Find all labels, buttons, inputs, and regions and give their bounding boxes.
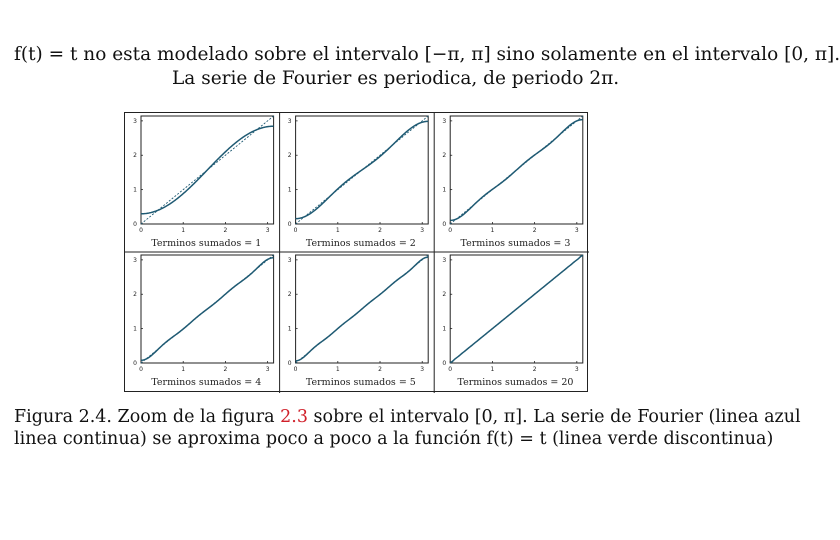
x-tick-label: 1 — [181, 227, 186, 234]
y-tick-label: 2 — [133, 291, 137, 299]
x-tick-label: 0 — [139, 366, 143, 373]
figure-reference-link[interactable]: 2.3 — [280, 407, 308, 427]
caption-line-2: linea continua) se aproxima poco a poco a la función f(t) = t (linea verde discontinua) — [14, 429, 774, 449]
y-tick-label: 3 — [133, 256, 137, 264]
fourier-series-line — [296, 121, 429, 218]
fourier-series-line — [296, 257, 429, 361]
y-tick-label: 1 — [442, 186, 447, 194]
x-tick-label: 0 — [293, 227, 298, 234]
x-tick-label: 3 — [265, 366, 270, 373]
figure-panel — [124, 112, 588, 392]
y-tick-label: 2 — [442, 291, 447, 299]
fourier-series-line — [450, 256, 583, 363]
x-tick-label: 0 — [448, 366, 453, 373]
x-tick-label: 3 — [420, 366, 425, 373]
x-tick-label: 0 — [139, 227, 143, 234]
y-tick-label: 0 — [442, 360, 447, 367]
y-tick-label: 0 — [287, 221, 292, 228]
intro-line-1: f(t) = t no esta modelado sobre el intervalo [−π, π] sino solamente en el intervalo [0, π]. — [14, 44, 840, 65]
y-tick-label: 1 — [133, 325, 137, 333]
y-tick-label: 1 — [287, 186, 292, 194]
y-tick-label: 1 — [442, 325, 447, 333]
y-tick-label: 3 — [287, 256, 292, 264]
fourier-series-line — [141, 126, 274, 214]
panel-label: Terminos sumados = 2 — [305, 238, 416, 249]
x-tick-label: 3 — [574, 366, 579, 373]
x-tick-label: 1 — [490, 227, 495, 234]
panel-label: Terminos sumados = 5 — [305, 377, 416, 388]
x-tick-label: 1 — [335, 366, 340, 373]
x-tick-label: 2 — [378, 227, 382, 234]
y-tick-label: 0 — [133, 360, 137, 367]
fourier-series-line — [450, 120, 583, 221]
panel-label: Terminos sumados = 1 — [151, 238, 262, 249]
y-tick-label: 2 — [442, 152, 447, 160]
intro-line-2: La serie de Fourier es periodica, de periodo 2π. — [172, 68, 620, 89]
figure-svg — [125, 113, 589, 393]
fourier-series-line — [141, 258, 274, 361]
panel-label: Terminos sumados = 3 — [460, 238, 571, 249]
y-tick-label: 3 — [442, 256, 447, 264]
y-tick-label: 2 — [287, 152, 292, 160]
x-tick-label: 1 — [335, 227, 340, 234]
caption-suffix: sobre el intervalo [0, π]. La serie de Fourier (linea azul — [307, 407, 801, 427]
panel-label: Terminos sumados = 4 — [151, 377, 262, 388]
x-tick-label: 0 — [293, 366, 298, 373]
caption-line-1 — [14, 406, 801, 428]
x-tick-label: 2 — [223, 366, 228, 373]
x-tick-label: 1 — [490, 366, 495, 373]
x-tick-label: 2 — [378, 366, 382, 373]
x-tick-label: 2 — [532, 366, 537, 373]
y-tick-label: 2 — [133, 152, 137, 160]
y-tick-label: 0 — [442, 221, 447, 228]
y-tick-label: 1 — [133, 186, 137, 194]
x-tick-label: 2 — [532, 227, 537, 234]
x-tick-label: 0 — [448, 227, 453, 234]
y-tick-label: 0 — [133, 221, 137, 228]
y-tick-label: 2 — [287, 291, 292, 299]
x-tick-label: 3 — [420, 227, 425, 234]
x-tick-label: 3 — [574, 227, 579, 234]
x-tick-label: 1 — [181, 366, 186, 373]
y-tick-label: 3 — [287, 117, 292, 125]
caption-prefix: Figura 2.4. Zoom de la figura — [14, 407, 281, 427]
y-tick-label: 3 — [133, 117, 137, 125]
x-tick-label: 2 — [223, 227, 228, 234]
x-tick-label: 3 — [265, 227, 270, 234]
y-tick-label: 0 — [287, 360, 292, 367]
panel-label: Terminos sumados = 20 — [457, 377, 574, 388]
y-tick-label: 3 — [442, 117, 447, 125]
y-tick-label: 1 — [287, 325, 292, 333]
